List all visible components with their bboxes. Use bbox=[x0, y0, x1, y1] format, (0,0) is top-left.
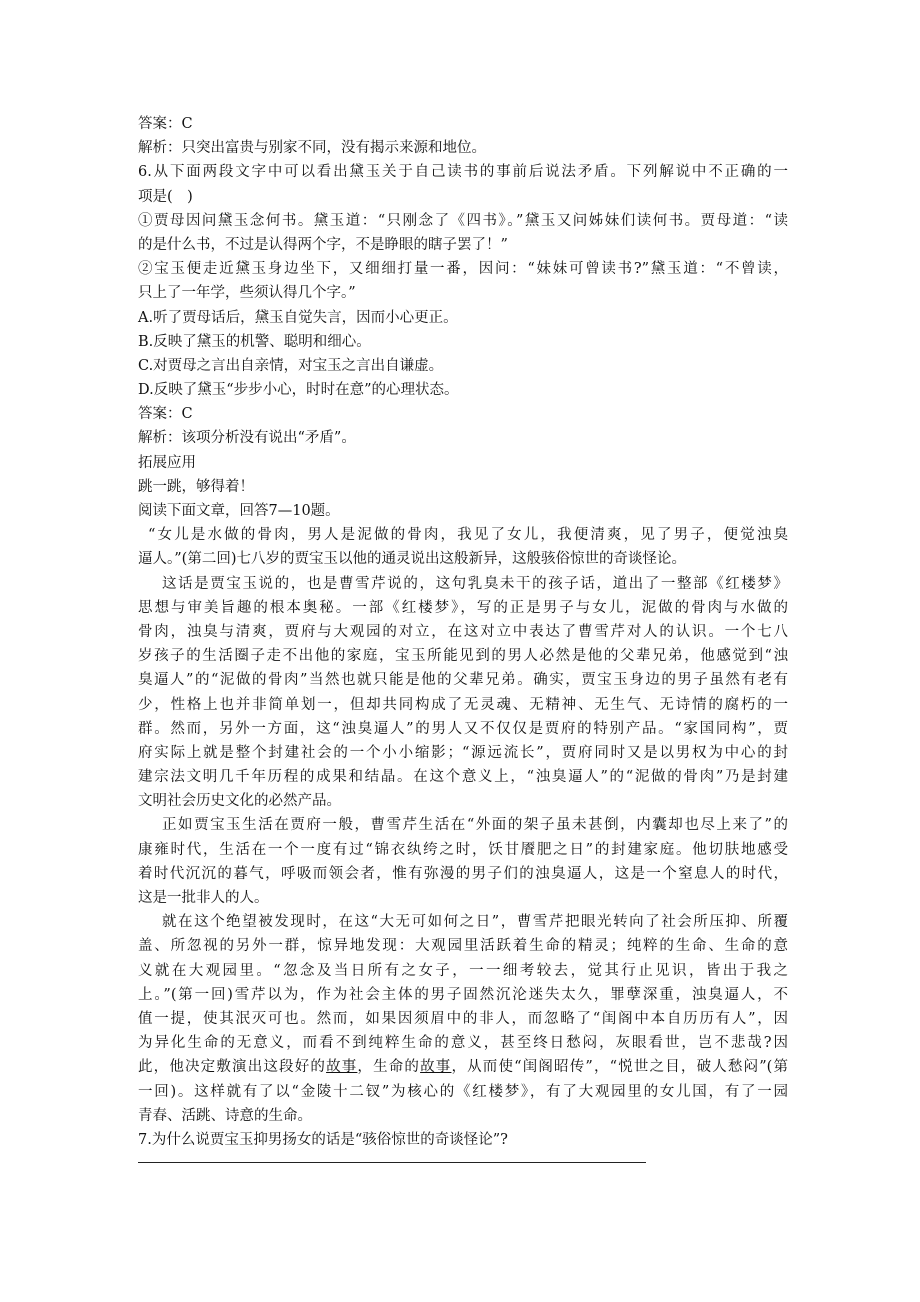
text-segment: ，生命的 bbox=[357, 1059, 421, 1076]
text-line: 解析：该项分析没有说出“矛盾”。 bbox=[138, 430, 356, 447]
text-line: 6.从下面两段文字中可以看出黛玉关于自己读书的事前后说法矛盾。下列解说中不正确的一 bbox=[138, 164, 788, 181]
text-segment: ，从而使“闺阁昭传”，“悦世之目，破人愁闷”(第 bbox=[451, 1059, 789, 1076]
text-line: ①贾母因问黛玉念何书。黛玉道：“只刚念了《四书》。”黛玉又问姊妹们读何书。贾母道：“读 bbox=[138, 212, 788, 229]
text-line: 值一提，使其泯灭可也。然而，如果因须眉中的非人，而忽略了“闺阁中本自历历有人”，因 bbox=[138, 1010, 788, 1027]
text-line: 拓展应用 bbox=[138, 454, 196, 471]
text-line: “女儿是水做的骨肉，男人是泥做的骨肉，我见了女儿，我便清爽，见了男子，便觉浊臭 bbox=[148, 527, 788, 544]
text-line: 项是( ) bbox=[138, 188, 193, 205]
text-line: 这话是贾宝玉说的，也是曹雪芹说的，这句乳臭未干的孩子话，道出了一整部《红楼梦》 bbox=[162, 575, 788, 592]
text-line: 为异化生命的无意义，而看不到纯粹生命的意义，甚至终日愁闷，灰眼看世，岂不悲哉?因 bbox=[138, 1035, 788, 1052]
text-line: 阅读下面文章，回答7—10题。 bbox=[138, 503, 340, 519]
text-line: 文明社会历史文化的必然产品。 bbox=[138, 793, 341, 810]
text-line: A.听了贾母话后，黛玉自觉失言，因而小心更正。 bbox=[138, 309, 458, 326]
text-line: C.对贾母之言出自亲情，对宝玉之言出自谦虚。 bbox=[138, 357, 444, 374]
text-line: 青春、活跳、诗意的生命。 bbox=[138, 1107, 312, 1124]
text-line: 这是一批非人的人。 bbox=[138, 890, 269, 906]
underlined-word: 故事 bbox=[326, 1059, 358, 1076]
text-line: 建宗法文明几千年历程的成果和结晶。在这个意义上，“浊臭逼人”的“泥做的骨肉”乃是封建 bbox=[138, 769, 788, 786]
text-line: 康雍时代，生活在一个一度有过“锦衣纨绔之时，饫甘餍肥之日”的封建家庭。他切肤地感受 bbox=[138, 841, 788, 858]
text-line: 盖、所忽视的另外一群，惊异地发现：大观园里活跃着生命的精灵；纯粹的生命、生命的意 bbox=[138, 938, 788, 955]
text-line: 逼人。”(第二回)七八岁的贾宝玉以他的通灵说出这般新异，这般骇俗惊世的奇谈怪论。 bbox=[138, 551, 686, 568]
text-line: 只上了一年学，些须认得几个字。” bbox=[138, 285, 356, 302]
text-line: 少，性格上也并非简单划一，但却共同构成了无灵魂、无精神、无生气、无诗情的腐朽的一 bbox=[138, 696, 788, 713]
text-line bbox=[138, 1055, 788, 1079]
text-line: 答案：C bbox=[138, 116, 193, 132]
text-line: 跳一跳，够得着！ bbox=[138, 478, 254, 495]
text-line: ②宝玉便走近黛玉身边坐下，又细细打量一番，因问：“妹妹可曾读书?”黛玉道：“不曾读， bbox=[138, 261, 788, 278]
text-line: B.反映了黛玉的机警、聪明和细心。 bbox=[138, 333, 371, 350]
text-line: 7.为什么说贾宝玉抑男扬女的话是“骇俗惊世的奇谈怪论”? bbox=[138, 1131, 508, 1148]
text-segment: 此，他决定敷演出这段好的 bbox=[138, 1059, 327, 1076]
text-line: 骨肉，浊臭与清爽，贾府与大观园的对立，在这对立中表达了曹雪芹对人的认识。一个七八 bbox=[138, 623, 788, 640]
text-line: 府实际上就是整个封建社会的一个小小缩影；“源远流长”，贾府同时又是以男权为中心的封 bbox=[138, 744, 788, 761]
text-line: 一回)。这样就有了以“金陵十二钗”为核心的《红楼梦》，有了大观园里的女儿国，有了一园 bbox=[138, 1083, 788, 1100]
text-line: 答案：C bbox=[138, 406, 193, 423]
text-line: 解析：只突出富贵与别家不同，没有揭示来源和地位。 bbox=[138, 140, 486, 157]
answer-blank-line[interactable] bbox=[138, 1162, 646, 1163]
text-line: 着时代沉沉的暮气，呼吸而领会者，惟有弥漫的男子们的浊臭逼人，这是一个窒息人的时代， bbox=[138, 865, 788, 882]
text-line: 群。然而，另外一方面，这“浊臭逼人”的男人又不仅仅是贾府的特别产品。“家国同构”，贾 bbox=[138, 720, 788, 737]
text-line: 岁孩子的生活圈子走不出他的家庭，宝玉所能见到的男人必然是他的父辈兄弟，他感觉到“浊 bbox=[138, 648, 788, 665]
text-line: D.反映了黛玉“步步小心，时时在意”的心理状态。 bbox=[138, 382, 459, 399]
text-line: 臭逼人”的“泥做的骨肉”当然也就只能是他的父辈兄弟。确实，贾宝玉身边的男子虽然有老有 bbox=[138, 672, 788, 689]
text-line: 义就在大观园里。“忽念及当日所有之女子，一一细考较去，觉其行止见识，皆出于我之 bbox=[138, 962, 788, 979]
text-line: 的是什么书，不过是认得两个字，不是睁眼的瞎子罢了！” bbox=[138, 236, 508, 253]
underlined-word: 故事 bbox=[420, 1059, 452, 1076]
text-line: 上。”(第一回)雪芹以为，作为社会主体的男子固然沉沦迷失太久，罪孽深重，浊臭逼人，不 bbox=[138, 986, 788, 1003]
text-line: 就在这个绝望被发现时，在这“大无可如何之日”，曹雪芹把眼光转向了社会所压抑、所覆 bbox=[162, 914, 788, 931]
document-page bbox=[138, 112, 788, 1163]
text-line: 正如贾宝玉生活在贾府一般，曹雪芹生活在“外面的架子虽未甚倒，内囊却也尽上来了”的 bbox=[162, 817, 788, 834]
text-line: 思想与审美旨趣的根本奥秘。一部《红楼梦》，写的正是男子与女儿，泥做的骨肉与水做的 bbox=[138, 599, 788, 616]
